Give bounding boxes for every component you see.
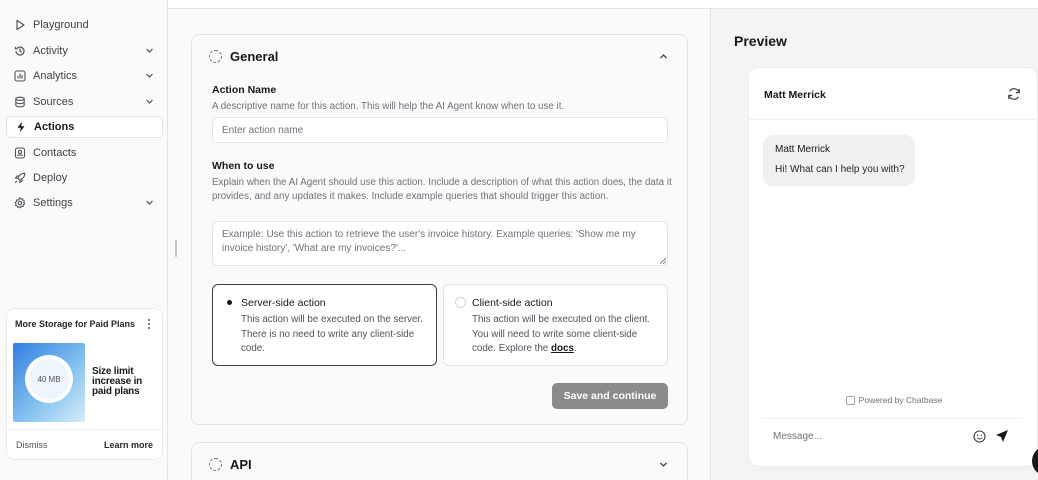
client-side-option[interactable] (443, 284, 668, 366)
bubble-sender: Matt Merrick (775, 144, 830, 155)
status-circle-icon (209, 50, 222, 63)
divider (7, 429, 162, 430)
sidebar-item-contacts[interactable] (6, 142, 163, 164)
section-title: API (230, 457, 252, 472)
message-input[interactable] (761, 419, 961, 453)
api-section (191, 442, 688, 480)
promo-card (6, 308, 163, 460)
sidebar (0, 0, 168, 480)
status-circle-icon (209, 458, 222, 471)
chevron-down-icon[interactable] (144, 197, 155, 208)
when-to-use-label: When to use (212, 160, 275, 172)
sidebar-item-label: Activity (33, 45, 68, 57)
chatbase-logo-icon (846, 396, 855, 405)
preview-title: Preview (734, 33, 787, 49)
option-description: This action will be executed on the server. There is no need to write any client-side code. (241, 314, 423, 354)
promo-image (13, 343, 85, 422)
bubble-message: Hi! What can I help you with? (775, 164, 905, 175)
sidebar-item-label: Sources (33, 96, 74, 108)
database-icon (13, 96, 26, 109)
promo-headline: Size limit increase in paid plans (92, 366, 143, 397)
radio-selected[interactable] (224, 297, 235, 308)
option-description: This action will be executed on the client. You will need to write some client-side code. Explore the docs. (472, 314, 651, 354)
panel-resize-handle[interactable] (175, 240, 177, 257)
when-to-use-description: Explain when the AI Agent should use this action. Include a description of what this action does, the data it provides, and any updates it makes. Include example queries that should trigger this action. (212, 177, 672, 202)
gear-icon (13, 197, 26, 210)
when-to-use-textarea[interactable] (212, 221, 668, 266)
bolt-icon (14, 121, 27, 134)
send-icon[interactable] (995, 429, 1009, 443)
chat-agent-name: Matt Merrick (764, 89, 826, 101)
server-side-option[interactable] (212, 284, 437, 366)
action-name-label: Action Name (212, 84, 277, 96)
preview-panel (710, 9, 1038, 480)
chat-widget (748, 67, 1038, 467)
save-and-continue-button[interactable]: Save and continue (552, 383, 668, 409)
promo-title: More Storage for Paid Plans (15, 319, 136, 329)
sidebar-item-analytics[interactable] (6, 65, 163, 87)
history-icon (13, 45, 26, 58)
sidebar-item-deploy[interactable] (6, 167, 163, 189)
chevron-down-icon[interactable] (144, 70, 155, 81)
refresh-icon[interactable] (1007, 87, 1021, 101)
chat-bubble (763, 135, 915, 186)
message-composer (761, 418, 1023, 452)
radio-unselected[interactable] (455, 297, 466, 308)
textarea-resize-icon[interactable] (660, 258, 666, 264)
storage-ring: 40 MB (25, 355, 73, 403)
sidebar-item-sources[interactable] (6, 91, 163, 113)
action-name-description: A descriptive name for this action. This will help the AI Agent know when to use it. (212, 101, 565, 112)
sidebar-item-label: Deploy (33, 172, 68, 184)
chat-header (749, 68, 1038, 120)
general-header[interactable] (209, 49, 278, 64)
sidebar-item-settings[interactable] (6, 192, 163, 214)
top-bar (168, 0, 1038, 9)
action-name-input[interactable] (212, 117, 668, 143)
option-title: Server-side action (241, 297, 326, 309)
more-options-icon[interactable] (146, 318, 152, 330)
option-title: Client-side action (472, 297, 553, 309)
bar-chart-icon (13, 70, 26, 83)
rocket-icon (13, 172, 26, 185)
learn-more-link[interactable]: Learn more (103, 440, 153, 450)
powered-by[interactable]: Powered by Chatbase (749, 395, 1038, 405)
play-icon (13, 19, 26, 32)
chevron-down-icon[interactable] (658, 459, 669, 470)
docs-link[interactable]: docs (550, 343, 574, 354)
sidebar-item-playground[interactable] (6, 14, 163, 36)
sidebar-item-actions[interactable] (6, 116, 163, 138)
contact-icon (13, 147, 26, 160)
sidebar-item-activity[interactable] (6, 40, 163, 62)
chevron-down-icon[interactable] (144, 96, 155, 107)
general-section (191, 34, 688, 425)
sidebar-item-label: Actions (34, 121, 75, 133)
sidebar-item-label: Contacts (33, 147, 77, 159)
sidebar-item-label: Settings (33, 197, 73, 209)
dismiss-button[interactable]: Dismiss (16, 440, 48, 450)
api-header[interactable] (209, 457, 252, 472)
chevron-up-icon[interactable] (658, 51, 669, 62)
section-title: General (230, 49, 279, 64)
emoji-icon[interactable] (973, 430, 986, 443)
chevron-down-icon[interactable] (144, 45, 155, 56)
sidebar-item-label: Analytics (33, 70, 78, 82)
sidebar-item-label: Playground (33, 19, 89, 31)
